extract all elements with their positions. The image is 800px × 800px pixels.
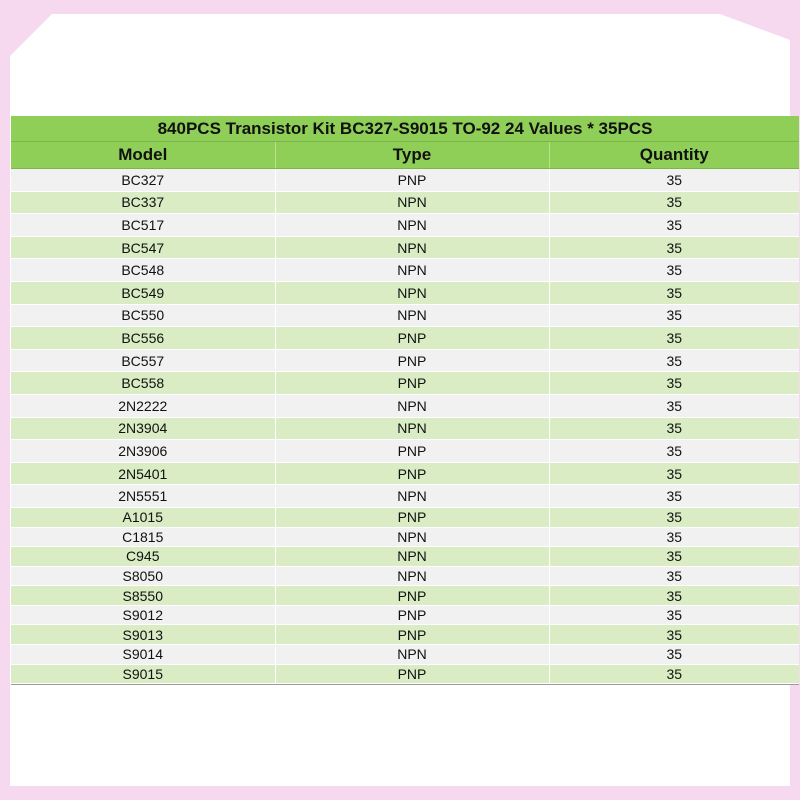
transistor-kit-table bbox=[11, 116, 799, 684]
header-row bbox=[11, 142, 799, 169]
cell-model: BC557 bbox=[11, 349, 275, 372]
cell-type: PNP bbox=[275, 440, 549, 463]
table-row bbox=[11, 664, 799, 684]
cell-type: NPN bbox=[275, 547, 549, 567]
cell-model: 2N5401 bbox=[11, 462, 275, 485]
cell-quantity: 35 bbox=[549, 259, 799, 282]
cell-type: PNP bbox=[275, 349, 549, 372]
cell-model: S9012 bbox=[11, 605, 275, 625]
column-header-quantity: Quantity bbox=[549, 142, 799, 169]
table-row bbox=[11, 169, 799, 192]
column-header-model: Model bbox=[11, 142, 275, 169]
cell-model: S9015 bbox=[11, 664, 275, 684]
cell-quantity: 35 bbox=[549, 625, 799, 645]
table-row bbox=[11, 304, 799, 327]
table-row bbox=[11, 214, 799, 237]
cell-model: BC558 bbox=[11, 372, 275, 395]
cell-type: NPN bbox=[275, 281, 549, 304]
column-header-type: Type bbox=[275, 142, 549, 169]
cell-quantity: 35 bbox=[549, 566, 799, 586]
table-body bbox=[11, 169, 799, 684]
cell-quantity: 35 bbox=[549, 527, 799, 547]
cell-type: PNP bbox=[275, 605, 549, 625]
cell-type: PNP bbox=[275, 327, 549, 350]
cell-model: BC549 bbox=[11, 281, 275, 304]
table-row bbox=[11, 349, 799, 372]
table-row bbox=[11, 372, 799, 395]
cell-model: C1815 bbox=[11, 527, 275, 547]
cell-model: 2N3906 bbox=[11, 440, 275, 463]
table-row bbox=[11, 547, 799, 567]
cell-quantity: 35 bbox=[549, 586, 799, 606]
cell-quantity: 35 bbox=[549, 327, 799, 350]
cell-quantity: 35 bbox=[549, 394, 799, 417]
table-row bbox=[11, 462, 799, 485]
cell-quantity: 35 bbox=[549, 372, 799, 395]
corner-fold-left bbox=[10, 14, 52, 56]
table-row bbox=[11, 507, 799, 527]
cell-type: PNP bbox=[275, 462, 549, 485]
table-row bbox=[11, 645, 799, 665]
cell-type: NPN bbox=[275, 485, 549, 508]
table-title: 840PCS Transistor Kit BC327-S9015 TO-92 24 Values * 35PCS bbox=[11, 116, 799, 142]
cell-type: PNP bbox=[275, 507, 549, 527]
table-row bbox=[11, 259, 799, 282]
cell-model: BC517 bbox=[11, 214, 275, 237]
cell-model: S8050 bbox=[11, 566, 275, 586]
cell-type: PNP bbox=[275, 372, 549, 395]
table-row bbox=[11, 485, 799, 508]
table-row bbox=[11, 394, 799, 417]
title-row bbox=[11, 116, 799, 142]
cell-model: BC327 bbox=[11, 169, 275, 192]
cell-type: NPN bbox=[275, 304, 549, 327]
cell-model: C945 bbox=[11, 547, 275, 567]
table-row bbox=[11, 625, 799, 645]
cell-type: NPN bbox=[275, 191, 549, 214]
cell-quantity: 35 bbox=[549, 169, 799, 192]
cell-type: NPN bbox=[275, 394, 549, 417]
table-row bbox=[11, 281, 799, 304]
table-row bbox=[11, 566, 799, 586]
cell-quantity: 35 bbox=[549, 462, 799, 485]
cell-model: S8550 bbox=[11, 586, 275, 606]
cell-model: 2N2222 bbox=[11, 394, 275, 417]
cell-type: NPN bbox=[275, 566, 549, 586]
corner-fold-right bbox=[720, 14, 790, 40]
table-row bbox=[11, 440, 799, 463]
cell-quantity: 35 bbox=[549, 605, 799, 625]
cell-model: BC547 bbox=[11, 236, 275, 259]
cell-model: BC556 bbox=[11, 327, 275, 350]
cell-quantity: 35 bbox=[549, 349, 799, 372]
cell-quantity: 35 bbox=[549, 304, 799, 327]
cell-model: BC548 bbox=[11, 259, 275, 282]
table-bottom-border bbox=[11, 684, 799, 685]
table-row bbox=[11, 586, 799, 606]
table-row bbox=[11, 527, 799, 547]
cell-model: BC550 bbox=[11, 304, 275, 327]
cell-quantity: 35 bbox=[549, 214, 799, 237]
cell-type: NPN bbox=[275, 417, 549, 440]
table-row bbox=[11, 605, 799, 625]
cell-quantity: 35 bbox=[549, 236, 799, 259]
cell-type: PNP bbox=[275, 169, 549, 192]
cell-model: S9013 bbox=[11, 625, 275, 645]
cell-type: NPN bbox=[275, 527, 549, 547]
cell-type: NPN bbox=[275, 259, 549, 282]
cell-type: PNP bbox=[275, 664, 549, 684]
cell-model: 2N5551 bbox=[11, 485, 275, 508]
cell-type: NPN bbox=[275, 645, 549, 665]
cell-model: BC337 bbox=[11, 191, 275, 214]
cell-quantity: 35 bbox=[549, 664, 799, 684]
table-row bbox=[11, 236, 799, 259]
table-row bbox=[11, 191, 799, 214]
table-row bbox=[11, 327, 799, 350]
cell-quantity: 35 bbox=[549, 281, 799, 304]
table-row bbox=[11, 417, 799, 440]
cell-quantity: 35 bbox=[549, 547, 799, 567]
cell-quantity: 35 bbox=[549, 645, 799, 665]
cell-quantity: 35 bbox=[549, 417, 799, 440]
cell-model: 2N3904 bbox=[11, 417, 275, 440]
cell-type: NPN bbox=[275, 214, 549, 237]
cell-quantity: 35 bbox=[549, 507, 799, 527]
cell-quantity: 35 bbox=[549, 485, 799, 508]
cell-quantity: 35 bbox=[549, 191, 799, 214]
cell-type: NPN bbox=[275, 236, 549, 259]
cell-model: S9014 bbox=[11, 645, 275, 665]
cell-model: A1015 bbox=[11, 507, 275, 527]
cell-quantity: 35 bbox=[549, 440, 799, 463]
cell-type: PNP bbox=[275, 625, 549, 645]
cell-type: PNP bbox=[275, 586, 549, 606]
